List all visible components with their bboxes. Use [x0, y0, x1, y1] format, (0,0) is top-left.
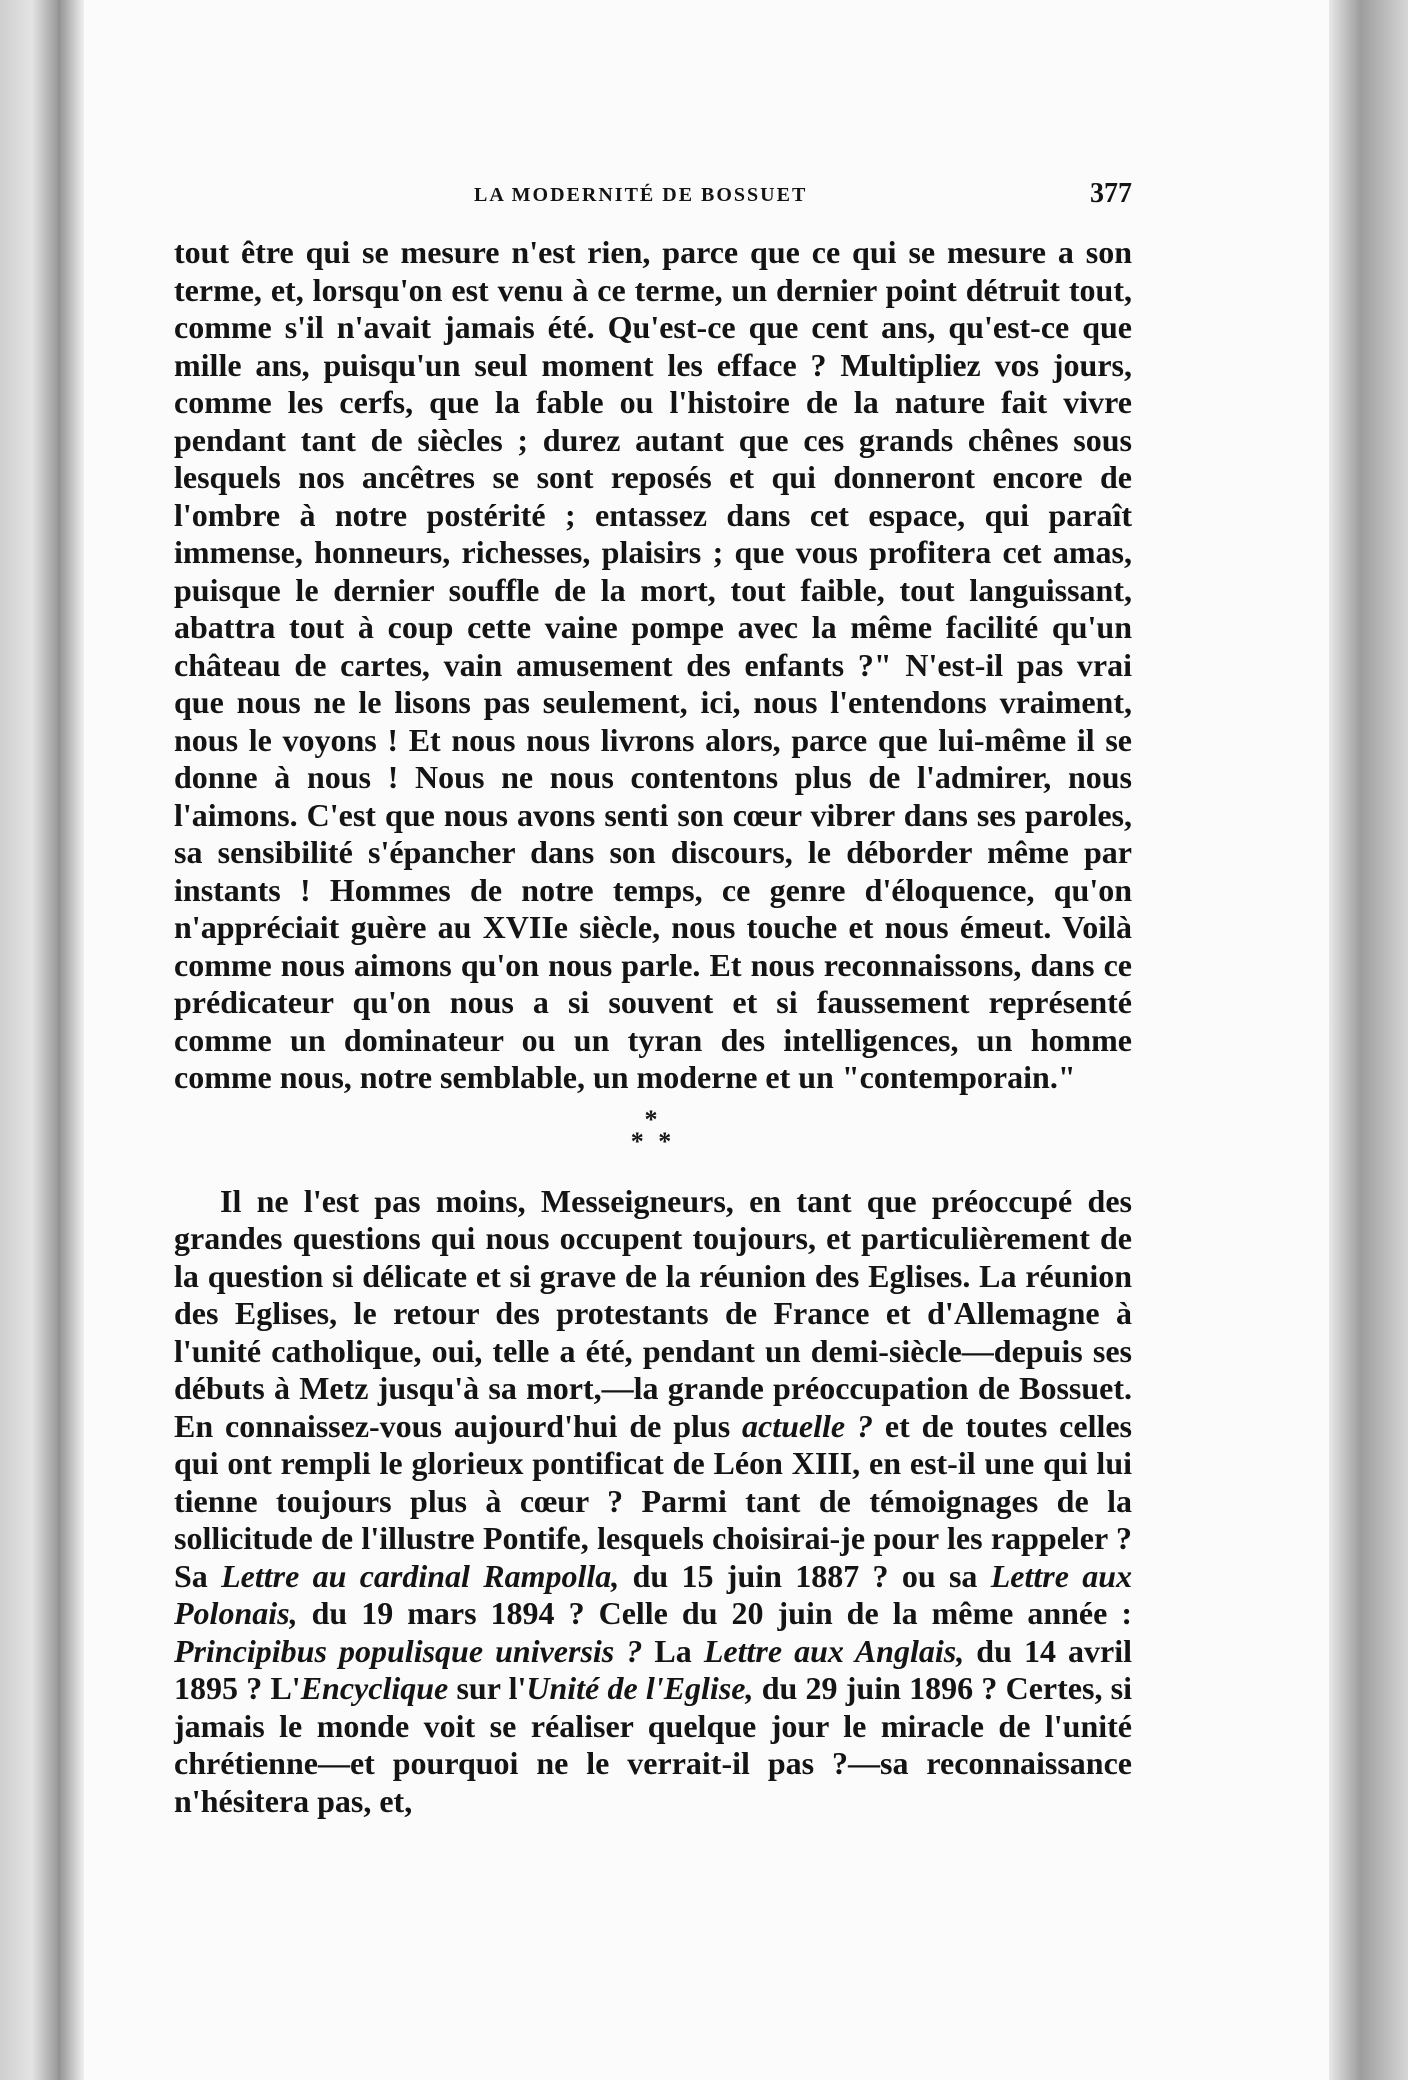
asterism-bottom: * * — [630, 1126, 676, 1156]
page-stack-edge — [1329, 0, 1408, 2080]
asterism-top: * — [644, 1104, 662, 1134]
text-run: La — [642, 1632, 704, 1669]
page-number: 377 — [1090, 178, 1132, 209]
book-gutter — [58, 0, 84, 2080]
italic-title: actuelle ? — [742, 1407, 873, 1444]
text-run: sur l' — [448, 1670, 527, 1706]
italic-title: Lettre aux Anglais, — [703, 1632, 965, 1669]
page-text — [174, 178, 1132, 1820]
paragraph-1: tout être qui se mesure n'est rien, parce que ce qui se mesure a son terme, et, lorsqu'on est venu à ce terme, un dernier point détruit tout, comme s'il n'avait jamais été. Qu'est-ce que cent ans, qu'est-ce que mille ans, puisqu'un seul moment les efface ? Multipliez vos jours, comme les cerfs, que la fable ou l'histoire de la nature fait vivre pendant tant de siècles ; durez autant que ces grands chênes sous lesquels nos ancêtres se sont reposés et qui donneront encore de l'ombre à notre postérité ; entassez dans cet espace, qui paraît immense, honneurs, richesses, plaisirs ; que vous profitera cet amas, puisque le dernier souffle de la mort, tout faible, tout languissant, abattra tout à coup cette vaine pompe avec la même facilité qu'un château de cartes, vain amusement des enfants ?" N'est-il pas vrai que nous ne le lisons pas seulement, ici, nous l'entendons vraiment, nous le voyons ! Et nous nous livrons alors, parce que lui-même il se donne à nous ! Nous ne nous contentons plus de l'admirer, nous l'aimons. C'est que nous avons senti son cœur vibrer dans ses paroles, sa sensibilité s'épancher dans son discours, le déborder même par instants ! Hommes de notre temps, ce genre d'éloquence, qu'on n'appréciait guère au XVIIe siècle, nous touche et nous émeut. Voilà comme nous aimons qu'on nous parle. Et nous reconnaissons, dans ce prédicateur qu'on nous a si souvent et si faussement représenté comme un dominateur ou un tyran des intelligences, un homme comme nous, notre semblable, un moderne et un "contemporain." — [174, 234, 1132, 1095]
text-run: du 29 juin 1896 ? Certes, si jamais le monde voit se réaliser quelque jour le miracle de l'unité chrétienne—et pourquoi ne le verrait-il pas ?—sa reconnaissance n'hésitera pas, et, — [174, 1670, 1133, 1819]
adjacent-page-edge — [0, 0, 58, 2080]
italic-title: Principibus populisque universis ? — [174, 1632, 643, 1669]
italic-title: Lettre au cardinal Rampolla, — [221, 1557, 620, 1594]
running-head — [174, 178, 1132, 226]
italic-title: Encyclique — [300, 1670, 449, 1706]
text-run: Il ne l'est pas moins, Messeigneurs, en tant que préoccupé des grandes questions qui nous occupent toujours, et particulièrement de la question si délicate et si grave de la réunion des Eglises. La réunion des Eglises, le retour des protestants de France et d'Allemagne à l'unité catholique, oui, telle a été, pendant un demi-siècle—depuis ses débuts à Metz jusqu'à sa mort,—la grande préoccupation de Bossuet. En connaissez-vous aujourd'hui de plus — [174, 1182, 1132, 1444]
text-run: du 19 mars 1894 ? Celle du 20 juin de la même année : — [297, 1595, 1132, 1631]
asterism — [174, 1104, 1132, 1156]
running-title: LA MODERNITÉ DE BOSSUET — [474, 184, 808, 206]
text-run: et de toutes celles qui ont rempli le glorieux pontificat de Léon XIII, en est-il une qui lui tienne toujours plus à cœur ? Parmi tant de témoignages de la sollicitude de l'illustre Pontife, lesquels choisirai-je pour les rappeler ? Sa — [174, 1407, 1133, 1594]
italic-title: Unité de l'Eglise, — [526, 1670, 754, 1706]
text-run: du 15 juin 1887 ? ou sa — [619, 1557, 991, 1594]
italic-title: Lettre aux Polonais, — [174, 1557, 1133, 1631]
text-run: du 14 avril 1895 ? L' — [174, 1632, 1133, 1706]
paragraph-2 — [174, 1183, 1132, 1821]
